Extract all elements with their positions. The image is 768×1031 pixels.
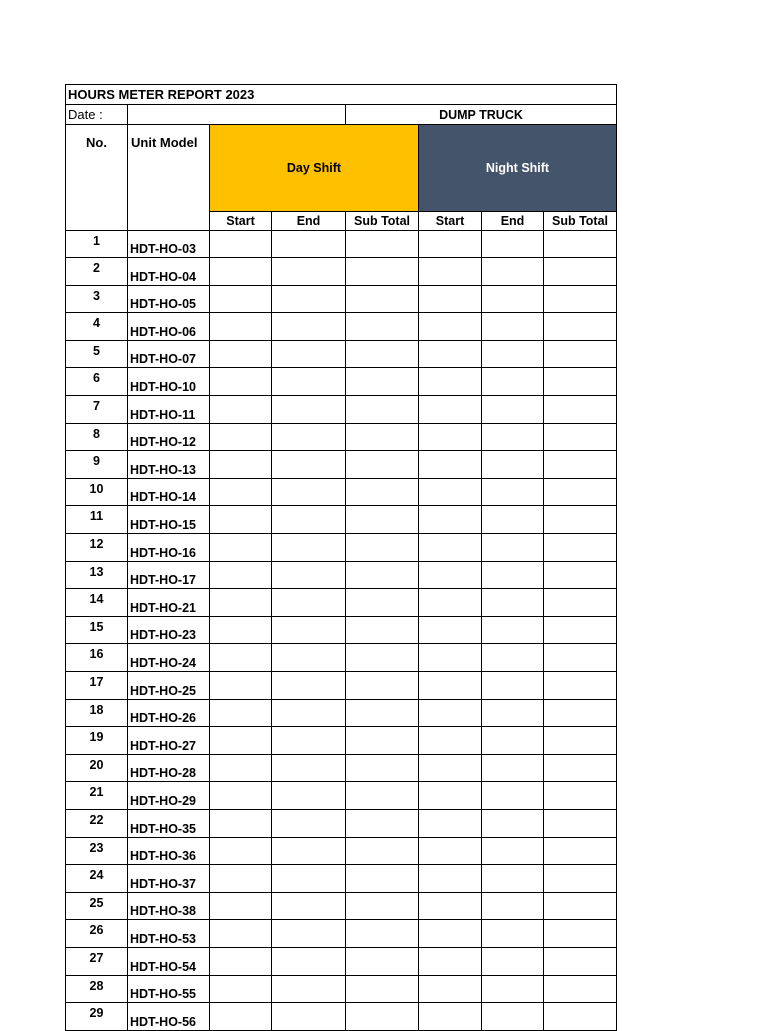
day-subtotal-cell[interactable] — [346, 616, 419, 644]
table-row — [66, 340, 617, 368]
day-start-cell[interactable] — [210, 423, 272, 451]
day-start-cell[interactable] — [210, 368, 272, 396]
night-end-cell[interactable] — [482, 754, 544, 782]
unit-model-cell: HDT-HO-56 — [128, 1003, 210, 1031]
day-start-cell[interactable] — [210, 451, 272, 479]
day-subtotal-cell[interactable] — [346, 561, 419, 589]
unit-model-cell: HDT-HO-53 — [128, 920, 210, 948]
day-end-cell[interactable] — [272, 782, 346, 810]
night-end-cell[interactable] — [482, 920, 544, 948]
header-unit-model-continuation — [128, 211, 210, 230]
table-row — [66, 644, 617, 672]
night-start-cell[interactable] — [419, 561, 482, 589]
row-number: 22 — [66, 809, 128, 837]
day-subtotal-cell[interactable] — [346, 396, 419, 424]
day-subtotal-cell[interactable] — [346, 865, 419, 893]
day-start-cell[interactable] — [210, 396, 272, 424]
day-end-cell[interactable] — [272, 727, 346, 755]
night-start-cell[interactable] — [419, 892, 482, 920]
day-start-cell[interactable] — [210, 478, 272, 506]
night-subtotal-cell[interactable] — [544, 285, 617, 313]
table-row — [66, 699, 617, 727]
day-end-cell[interactable] — [272, 534, 346, 562]
day-start-cell[interactable] — [210, 340, 272, 368]
night-end-cell[interactable] — [482, 506, 544, 534]
unit-model-cell: HDT-HO-24 — [128, 644, 210, 672]
night-end-cell[interactable] — [482, 727, 544, 755]
date-label: Date : — [66, 105, 128, 125]
unit-model-cell: HDT-HO-13 — [128, 451, 210, 479]
day-subtotal-cell[interactable] — [346, 837, 419, 865]
row-number: 14 — [66, 589, 128, 617]
day-end-cell[interactable] — [272, 975, 346, 1003]
day-end-cell[interactable] — [272, 285, 346, 313]
row-number: 17 — [66, 672, 128, 700]
unit-model-cell: HDT-HO-11 — [128, 396, 210, 424]
day-end-cell[interactable] — [272, 672, 346, 700]
unit-model-cell: HDT-HO-14 — [128, 478, 210, 506]
header-unit-model: Unit Model — [128, 125, 210, 212]
night-end-cell[interactable] — [482, 616, 544, 644]
unit-model-cell: HDT-HO-35 — [128, 809, 210, 837]
night-subtotal-cell[interactable] — [544, 754, 617, 782]
unit-model-cell: HDT-HO-06 — [128, 313, 210, 341]
night-subtotal-cell[interactable] — [544, 727, 617, 755]
category-label: DUMP TRUCK — [346, 105, 617, 125]
table-row — [66, 892, 617, 920]
header-row-subcolumns — [66, 211, 617, 230]
table-row — [66, 396, 617, 424]
unit-model-cell: HDT-HO-03 — [128, 230, 210, 258]
header-day-shift: Day Shift — [210, 125, 419, 212]
night-end-cell[interactable] — [482, 947, 544, 975]
day-subtotal-cell[interactable] — [346, 313, 419, 341]
night-start-cell[interactable] — [419, 451, 482, 479]
night-subtotal-cell[interactable] — [544, 258, 617, 286]
day-end-cell[interactable] — [272, 837, 346, 865]
night-subtotal-cell[interactable] — [544, 230, 617, 258]
unit-model-cell: HDT-HO-04 — [128, 258, 210, 286]
day-start-cell[interactable] — [210, 892, 272, 920]
row-number: 16 — [66, 644, 128, 672]
day-end-cell[interactable] — [272, 616, 346, 644]
row-number: 6 — [66, 368, 128, 396]
night-subtotal-cell[interactable] — [544, 837, 617, 865]
day-end-cell[interactable] — [272, 313, 346, 341]
day-end-cell[interactable] — [272, 451, 346, 479]
night-start-cell[interactable] — [419, 809, 482, 837]
night-subtotal-cell[interactable] — [544, 313, 617, 341]
night-end-cell[interactable] — [482, 313, 544, 341]
table-row — [66, 782, 617, 810]
row-number: 21 — [66, 782, 128, 810]
night-subtotal-cell[interactable] — [544, 699, 617, 727]
day-end-cell[interactable] — [272, 423, 346, 451]
unit-model-cell: HDT-HO-12 — [128, 423, 210, 451]
day-subtotal-cell[interactable] — [346, 754, 419, 782]
night-end-cell[interactable] — [482, 451, 544, 479]
night-subtotal-cell[interactable] — [544, 672, 617, 700]
unit-model-cell: HDT-HO-38 — [128, 892, 210, 920]
day-subtotal-cell[interactable] — [346, 672, 419, 700]
day-start-cell[interactable] — [210, 754, 272, 782]
row-number: 25 — [66, 892, 128, 920]
table-row — [66, 865, 617, 893]
row-number: 3 — [66, 285, 128, 313]
hours-meter-sheet — [65, 84, 616, 1031]
header-night-shift: Night Shift — [419, 125, 617, 212]
date-value-cell[interactable] — [128, 105, 346, 125]
day-start-cell[interactable] — [210, 506, 272, 534]
night-subtotal-cell[interactable] — [544, 589, 617, 617]
night-start-cell[interactable] — [419, 754, 482, 782]
day-subtotal-cell[interactable] — [346, 782, 419, 810]
unit-model-cell: HDT-HO-55 — [128, 975, 210, 1003]
table-row — [66, 313, 617, 341]
day-start-cell[interactable] — [210, 285, 272, 313]
night-end-cell[interactable] — [482, 837, 544, 865]
night-start-cell[interactable] — [419, 837, 482, 865]
day-start-cell[interactable] — [210, 782, 272, 810]
day-end-cell[interactable] — [272, 947, 346, 975]
table-row — [66, 506, 617, 534]
row-number: 20 — [66, 754, 128, 782]
day-end-cell[interactable] — [272, 892, 346, 920]
day-end-cell[interactable] — [272, 258, 346, 286]
night-start-cell[interactable] — [419, 865, 482, 893]
night-subtotal-cell[interactable] — [544, 368, 617, 396]
table-row — [66, 809, 617, 837]
night-subtotal-cell[interactable] — [544, 340, 617, 368]
day-subtotal-cell[interactable] — [346, 947, 419, 975]
day-start-cell[interactable] — [210, 727, 272, 755]
table-row — [66, 478, 617, 506]
day-end-cell[interactable] — [272, 340, 346, 368]
day-start-cell[interactable] — [210, 313, 272, 341]
unit-model-cell: HDT-HO-36 — [128, 837, 210, 865]
night-subtotal-cell[interactable] — [544, 975, 617, 1003]
night-end-cell[interactable] — [482, 396, 544, 424]
unit-model-cell: HDT-HO-05 — [128, 285, 210, 313]
day-subtotal-cell[interactable] — [346, 699, 419, 727]
unit-model-cell: HDT-HO-17 — [128, 561, 210, 589]
table-row — [66, 1003, 617, 1031]
night-start-cell[interactable] — [419, 506, 482, 534]
table-row — [66, 754, 617, 782]
unit-model-cell: HDT-HO-29 — [128, 782, 210, 810]
night-subtotal-cell[interactable] — [544, 506, 617, 534]
night-end-cell[interactable] — [482, 340, 544, 368]
day-end-cell[interactable] — [272, 396, 346, 424]
day-start-cell[interactable] — [210, 589, 272, 617]
day-start-cell[interactable] — [210, 230, 272, 258]
day-subtotal-cell[interactable] — [346, 423, 419, 451]
day-subtotal-cell[interactable] — [346, 451, 419, 479]
day-end-cell[interactable] — [272, 865, 346, 893]
row-number: 4 — [66, 313, 128, 341]
day-subtotal-cell[interactable] — [346, 534, 419, 562]
night-start-cell[interactable] — [419, 589, 482, 617]
row-number: 8 — [66, 423, 128, 451]
night-end-cell[interactable] — [482, 285, 544, 313]
day-end-cell[interactable] — [272, 230, 346, 258]
day-start-cell[interactable] — [210, 865, 272, 893]
row-number: 18 — [66, 699, 128, 727]
night-end-cell[interactable] — [482, 478, 544, 506]
row-number: 24 — [66, 865, 128, 893]
day-end-cell[interactable] — [272, 809, 346, 837]
day-end-cell[interactable] — [272, 920, 346, 948]
header-day-subtotal: Sub Total — [346, 211, 419, 230]
day-subtotal-cell[interactable] — [346, 230, 419, 258]
day-start-cell[interactable] — [210, 837, 272, 865]
day-end-cell[interactable] — [272, 1003, 346, 1031]
day-end-cell[interactable] — [272, 699, 346, 727]
row-number: 1 — [66, 230, 128, 258]
night-end-cell[interactable] — [482, 561, 544, 589]
unit-model-cell: HDT-HO-10 — [128, 368, 210, 396]
night-start-cell[interactable] — [419, 478, 482, 506]
night-end-cell[interactable] — [482, 699, 544, 727]
night-start-cell[interactable] — [419, 340, 482, 368]
unit-model-cell: HDT-HO-37 — [128, 865, 210, 893]
unit-model-cell: HDT-HO-21 — [128, 589, 210, 617]
night-start-cell[interactable] — [419, 258, 482, 286]
day-subtotal-cell[interactable] — [346, 589, 419, 617]
row-number: 15 — [66, 616, 128, 644]
night-end-cell[interactable] — [482, 368, 544, 396]
night-subtotal-cell[interactable] — [544, 561, 617, 589]
day-subtotal-cell[interactable] — [346, 892, 419, 920]
unit-model-cell: HDT-HO-28 — [128, 754, 210, 782]
night-subtotal-cell[interactable] — [544, 644, 617, 672]
night-end-cell[interactable] — [482, 975, 544, 1003]
day-end-cell[interactable] — [272, 754, 346, 782]
table-row — [66, 920, 617, 948]
unit-model-cell: HDT-HO-07 — [128, 340, 210, 368]
day-start-cell[interactable] — [210, 616, 272, 644]
row-number: 10 — [66, 478, 128, 506]
night-end-cell[interactable] — [482, 1003, 544, 1031]
night-end-cell[interactable] — [482, 672, 544, 700]
day-start-cell[interactable] — [210, 534, 272, 562]
table-row — [66, 837, 617, 865]
report-title: HOURS METER REPORT 2023 — [66, 85, 617, 105]
night-end-cell[interactable] — [482, 644, 544, 672]
day-subtotal-cell[interactable] — [346, 809, 419, 837]
header-night-subtotal: Sub Total — [544, 211, 617, 230]
day-end-cell[interactable] — [272, 644, 346, 672]
night-start-cell[interactable] — [419, 616, 482, 644]
day-start-cell[interactable] — [210, 561, 272, 589]
day-start-cell[interactable] — [210, 1003, 272, 1031]
header-no-continuation — [66, 211, 128, 230]
row-number: 12 — [66, 534, 128, 562]
header-day-start: Start — [210, 211, 272, 230]
header-row-shifts — [66, 125, 617, 212]
row-number: 29 — [66, 1003, 128, 1031]
night-start-cell[interactable] — [419, 699, 482, 727]
night-end-cell[interactable] — [482, 423, 544, 451]
unit-model-cell: HDT-HO-26 — [128, 699, 210, 727]
night-end-cell[interactable] — [482, 809, 544, 837]
table-row — [66, 589, 617, 617]
table-row — [66, 727, 617, 755]
day-subtotal-cell[interactable] — [346, 920, 419, 948]
day-subtotal-cell[interactable] — [346, 340, 419, 368]
row-number: 28 — [66, 975, 128, 1003]
night-subtotal-cell[interactable] — [544, 478, 617, 506]
unit-model-cell: HDT-HO-15 — [128, 506, 210, 534]
night-end-cell[interactable] — [482, 865, 544, 893]
day-start-cell[interactable] — [210, 672, 272, 700]
unit-model-cell: HDT-HO-16 — [128, 534, 210, 562]
row-number: 5 — [66, 340, 128, 368]
night-subtotal-cell[interactable] — [544, 947, 617, 975]
night-subtotal-cell[interactable] — [544, 534, 617, 562]
day-subtotal-cell[interactable] — [346, 1003, 419, 1031]
table-row — [66, 672, 617, 700]
night-start-cell[interactable] — [419, 782, 482, 810]
night-subtotal-cell[interactable] — [544, 782, 617, 810]
unit-model-cell: HDT-HO-27 — [128, 727, 210, 755]
table-row — [66, 451, 617, 479]
night-subtotal-cell[interactable] — [544, 920, 617, 948]
unit-model-cell: HDT-HO-54 — [128, 947, 210, 975]
night-start-cell[interactable] — [419, 672, 482, 700]
day-start-cell[interactable] — [210, 920, 272, 948]
day-start-cell[interactable] — [210, 644, 272, 672]
night-start-cell[interactable] — [419, 534, 482, 562]
night-end-cell[interactable] — [482, 258, 544, 286]
date-row — [66, 105, 617, 125]
night-start-cell[interactable] — [419, 975, 482, 1003]
row-number: 13 — [66, 561, 128, 589]
night-start-cell[interactable] — [419, 396, 482, 424]
night-start-cell[interactable] — [419, 230, 482, 258]
table-row — [66, 285, 617, 313]
night-end-cell[interactable] — [482, 230, 544, 258]
day-start-cell[interactable] — [210, 809, 272, 837]
header-no: No. — [66, 125, 128, 212]
day-subtotal-cell[interactable] — [346, 727, 419, 755]
row-number: 19 — [66, 727, 128, 755]
night-start-cell[interactable] — [419, 727, 482, 755]
table-row — [66, 975, 617, 1003]
day-end-cell[interactable] — [272, 368, 346, 396]
day-subtotal-cell[interactable] — [346, 975, 419, 1003]
unit-model-cell: HDT-HO-25 — [128, 672, 210, 700]
night-start-cell[interactable] — [419, 947, 482, 975]
day-start-cell[interactable] — [210, 258, 272, 286]
hours-meter-table — [65, 84, 617, 1031]
night-end-cell[interactable] — [482, 589, 544, 617]
night-subtotal-cell[interactable] — [544, 865, 617, 893]
day-end-cell[interactable] — [272, 589, 346, 617]
day-end-cell[interactable] — [272, 561, 346, 589]
night-subtotal-cell[interactable] — [544, 892, 617, 920]
row-number: 2 — [66, 258, 128, 286]
night-subtotal-cell[interactable] — [544, 1003, 617, 1031]
table-row — [66, 423, 617, 451]
day-start-cell[interactable] — [210, 947, 272, 975]
title-row — [66, 85, 617, 105]
table-row — [66, 230, 617, 258]
night-subtotal-cell[interactable] — [544, 396, 617, 424]
day-start-cell[interactable] — [210, 975, 272, 1003]
unit-model-cell: HDT-HO-23 — [128, 616, 210, 644]
night-start-cell[interactable] — [419, 423, 482, 451]
night-start-cell[interactable] — [419, 285, 482, 313]
header-day-end: End — [272, 211, 346, 230]
table-row — [66, 947, 617, 975]
header-night-end: End — [482, 211, 544, 230]
night-start-cell[interactable] — [419, 920, 482, 948]
day-subtotal-cell[interactable] — [346, 478, 419, 506]
night-end-cell[interactable] — [482, 892, 544, 920]
table-row — [66, 561, 617, 589]
night-subtotal-cell[interactable] — [544, 809, 617, 837]
day-subtotal-cell[interactable] — [346, 258, 419, 286]
day-subtotal-cell[interactable] — [346, 368, 419, 396]
table-row — [66, 534, 617, 562]
table-row — [66, 616, 617, 644]
day-end-cell[interactable] — [272, 506, 346, 534]
night-subtotal-cell[interactable] — [544, 451, 617, 479]
row-number: 7 — [66, 396, 128, 424]
row-number: 23 — [66, 837, 128, 865]
night-subtotal-cell[interactable] — [544, 616, 617, 644]
day-start-cell[interactable] — [210, 699, 272, 727]
day-subtotal-cell[interactable] — [346, 506, 419, 534]
night-end-cell[interactable] — [482, 534, 544, 562]
header-night-start: Start — [419, 211, 482, 230]
day-end-cell[interactable] — [272, 478, 346, 506]
night-subtotal-cell[interactable] — [544, 423, 617, 451]
night-start-cell[interactable] — [419, 313, 482, 341]
day-subtotal-cell[interactable] — [346, 285, 419, 313]
table-row — [66, 368, 617, 396]
night-start-cell[interactable] — [419, 1003, 482, 1031]
day-subtotal-cell[interactable] — [346, 644, 419, 672]
night-start-cell[interactable] — [419, 368, 482, 396]
table-row — [66, 258, 617, 286]
night-end-cell[interactable] — [482, 782, 544, 810]
night-start-cell[interactable] — [419, 644, 482, 672]
row-number: 9 — [66, 451, 128, 479]
row-number: 26 — [66, 920, 128, 948]
row-number: 27 — [66, 947, 128, 975]
row-number: 11 — [66, 506, 128, 534]
